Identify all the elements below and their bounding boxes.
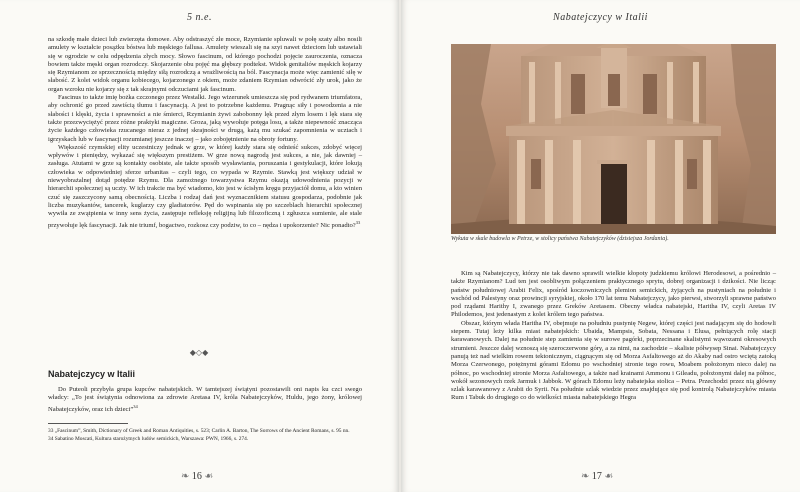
left-page [0, 0, 399, 492]
rock-cut-temple-photo [451, 44, 776, 234]
page-number-left [181, 471, 213, 482]
paragraph-text: Do Puteoli przybyła grupa kupców nabatejskich. W tamtejszej świątyni pozostawili oni napis ku czci swego władcy: „To jest świątynia odnowiona za zdrowie Aretasa IV, króla Nabatejczyków, Huldu, jego żony, królowej Nabatejczyków, oraz ich dzieci” [48, 386, 362, 413]
footnote: 33 „Fascinum”, Smith, Dictionary of Greek and Roman Antiquities, s. 523; Carlin A. Barton, The Sorrows of the Ancient Romans, s. 95 nn. [48, 428, 350, 434]
footnote-ref[interactable]: 33 [355, 219, 361, 225]
running-head-right: Nabatejczycy w Italii [553, 12, 648, 23]
photo-caption: Wykuta w skale budowla w Petrze, w stolicy państwa Nabatejczyków (dzisiejsza Jordania). [451, 236, 669, 242]
left-main-text [48, 36, 362, 230]
paragraph: Kim są Nabatejczycy, którzy nie tak dawno sprawili wielkie kłopoty judzkiemu królowi Herodesowi, a pośrednio – także Rzymianom? Lud ten jest osobliwym połączeniem praktycznego sprytu, dobrej organizacji i dzikości. Nie licząc państw południowej Arabii Felix, spośród koczowniczych plemion semickich, żyjących na pustyniach na południe i wschód od Palestyny oraz prowincji syryjskiej, około 170 lat temu Nabatejczycy, jako pierwsi, stworzyli sprawne państwo pod rządami Harithy I, zwanego przez Greków Aretasem. Obecny władca nabatejski, Haritha IV, czyli Aretas IV Philodemos, jest jedenastym z kolei królem tego państwa. [451, 270, 776, 319]
paragraph: na szkodę małe dzieci lub zwierzęta domowe. Aby odstraszyć złe moce, Rzymianie spluwali w połę szaty albo nosili amulety w kształcie posążku bóstwa lub męskiego fallusa. Amulety wieszali się na szyi nawet dzieciom lub ustawiali się w ogrodzie w celu odpędzenia złych mocy. Słowo fascinum, od którego pochodzi pojęcie zauroczenia, oznacza bowiem także męski organ rozrodczy. Skojarzenie obu pojęć ma głębszy podtekst. Widok genitaliów męskich kojarzy się Rzymianom ze sprzecznością między siłą rozrodczą a wrażliwością na ból. Fascynacja może więc zamienić siłę w słabość. Z kolei widok organu kobiecego, kojarzonego z okiem, może zdaniem Rzymian odwrócić zły urok, jako że organ wzroku nie kojarzy się z tak skrajnymi odczuciami jak fascinum. [48, 36, 362, 93]
folio-ornament-icon: ❧ [581, 471, 592, 482]
section-text [48, 386, 362, 414]
paragraph: Obszar, którym włada Haritha IV, obejmuje na południu pustynię Negew, której części jest nadającym się do hodowli stepem. Tutaj leży kilka miast nabatejskich: Ubaida, Mampsis, Sobata, Nessana i Elusa, pełniących rolę stacji karawanowych. Dalej na południe step zamienia się w surowe pagórki, poprzecinane skalistymi wąwozami okresowych strumieni. Jeszcze dalej wznoszą się szeroczerwone góry, a za nimi, na zachodzie – skaliste półwysep Sinai. Nabatejczycy panują też nad wielkim rowem tektonicznym, ciągnącym się od Morza Asfaltowego aż do Akaby nad ostro wciętą zatoką Morza Czerwonego, potężnymi górami Edomu po wschodniej stronie tego rowu, Moabem położonym nieco dalej na północ, po wschodniej stronie Morza Asfaltowego, a także nad krainami Ammonu i Gileadu, położonymi dalej na północ, wokół sezonowych rzek Jarmuk i Jabbok. W górach Edomu leży nabatejska stolica – Petra. Przechodzi przez nią główny szlak karawanowy z Arabii do Syrii. Na południe szlak wiedzie przez znajdujące się pod kontrolą Nabatejczyków miasta Rum i Tabuk do drugiego co do wielkości miasta nabatejskiego Hegra [451, 319, 776, 402]
folio-ornament-icon: ☙ [201, 471, 214, 482]
right-page [401, 0, 800, 492]
footnote: 34 Sabatino Moscati, Kultura starożytnych ludów semickich, Warszawa: PWN, 1966, s. 274. [48, 436, 249, 442]
right-main-text [451, 270, 776, 403]
footnote-ref[interactable]: 34 [133, 403, 138, 409]
folio-ornament-icon: ❧ [181, 471, 192, 482]
paragraph: Fascinus to także imię bożka czczonego przez Westalki. Jego wizerunek umieszcza się pod rydwanem triumfatora, aby ochronić go przed zawiścią tłumu i fascynacją. A jest to potrzebne każdemu. Pragnąc siły i powodzenia a nie słabości i klęski, życia i sprawności a nie śmierci, Rzymianin żywi zabobonny lęk przed złym losem i lęk stara się także przezwyciężyć przez różne praktyki magiczne. Groza, jaką wywołuje potęga losu, a także niepewność znacząca życie każdego człowieka rzucanego nieraz z jednej skrajności w drugą, każą mu szukać zapomnienia w ucztach i igrzyskach lub w fascynacji rozumianej jeszcze inaczej – jako zobojętnienie na obroty fortuny. [48, 94, 362, 143]
paragraph [48, 386, 362, 414]
folio-number: 17 [591, 471, 602, 482]
paragraph [48, 144, 362, 230]
section-heading: Nabatejczycy w Italii [48, 369, 136, 379]
footnotes [48, 428, 362, 444]
folio-ornament-icon: ☙ [601, 471, 614, 482]
running-head-left: 5 n.e. [187, 12, 212, 23]
page-number-right [581, 471, 613, 482]
temple-illustration [451, 44, 776, 234]
paragraph-text: Większość rzymskiej elity uczestniczy jednak w grze, w której każdy stara się odnieść sukces, zdobyć więcej wpływów i pieniędzy, wykazać się większym prestiżem. W grze nową nagrodą jest sukces, a nie, jak dawniej – zasługa. Atutami w grze są kontakty osobiste, ale także sposób wysławiania, poruszania i gestykulacji, które lokują człowieka w odpowiedniej sferze urbanitas – czyli tego, co wypada w Rzymie. Stawką jest większy udział w niewyobrażalnej dotąd potędze Rzymu. Dla zamożnego towarzystwa Rzymu okazją udowodnienia pozycji w hierarchii społecznej są uczty. W ich trakcie ma być wiadomo, kto jest w ścisłym kręgu przyjaciół domu, a kto winien czuć się zaszczycony samą obecnością. Liczba i rodzaj dań jest wyznacznikiem statusu gospodarza, podobnie jak liczba muzykantów, tancerek, kuglarzy czy gladiatorów. Pęd do wspinania się po szczeblach hierarchii społecznej wywiła ze zwątpienia w inny sens życia, zastępuje refleksję religijną lub filozoficzną i zgłuszca sumienie, ale stale przywołuje lęk fascynacji. Jak nie triumf, bogactwo, rozkosz czy podziw, to co – nędza i upokorzenie? Nic ponadto? [48, 143, 362, 229]
footnote-rule [48, 423, 128, 424]
folio-number: 16 [191, 471, 202, 482]
section-ornament: ◆◇◆ [189, 348, 209, 357]
